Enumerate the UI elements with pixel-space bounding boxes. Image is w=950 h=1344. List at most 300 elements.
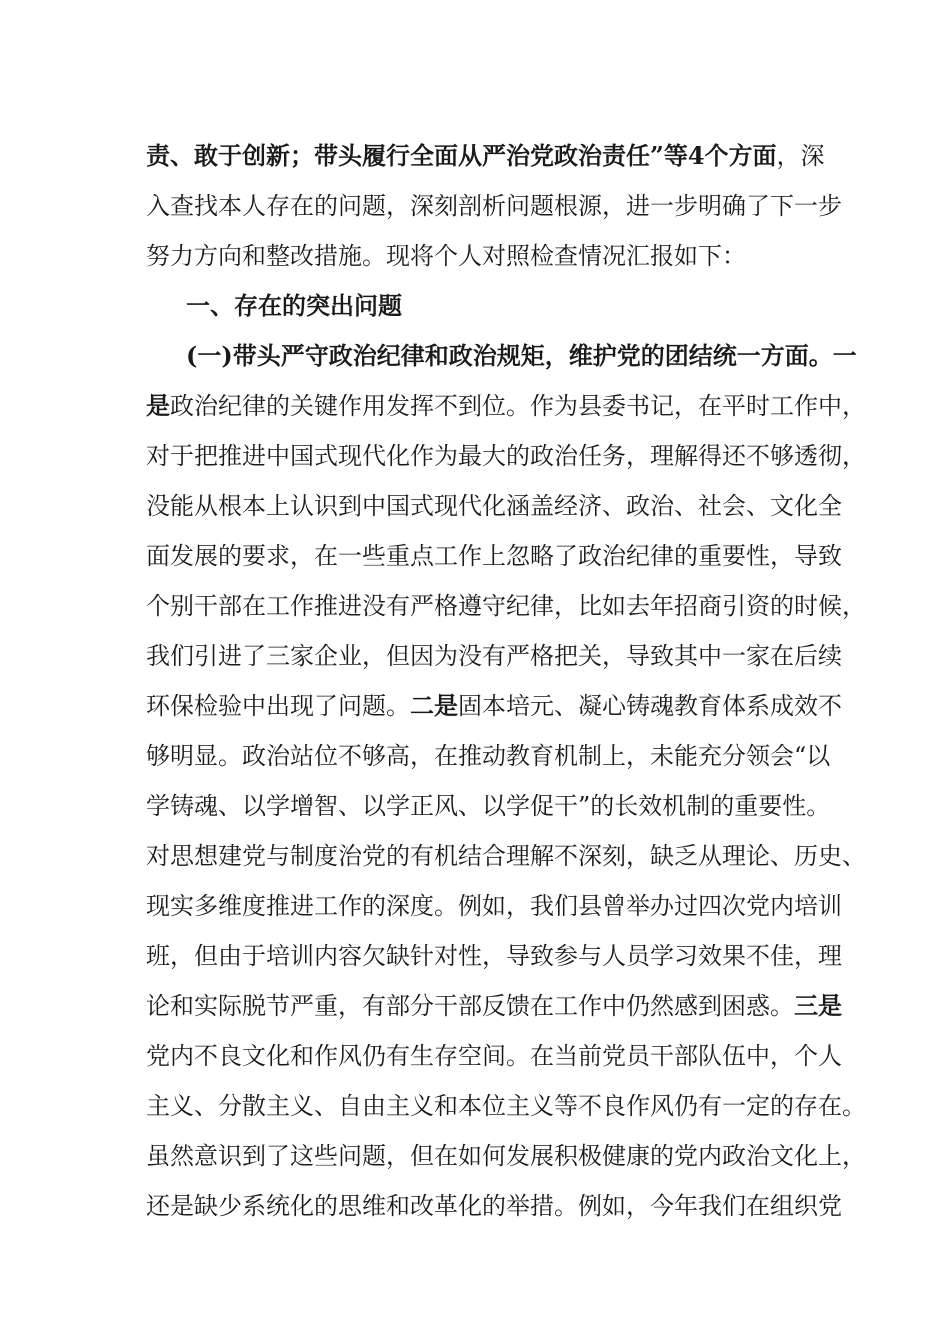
- text-char: 些: [362, 542, 386, 570]
- text-char: 在: [314, 542, 338, 570]
- text-char: 训: [290, 942, 314, 970]
- text-char: 学: [146, 792, 170, 820]
- text-char: 国: [290, 442, 314, 470]
- text-char: 。: [386, 692, 410, 720]
- document-body: [146, 131, 866, 1231]
- text-char: 的: [482, 1192, 506, 1220]
- text-char: 没: [362, 592, 386, 620]
- text-char: ，: [674, 392, 698, 420]
- text-line: [146, 1081, 866, 1131]
- text-char: 年: [650, 592, 674, 620]
- text-char: 分: [218, 1092, 242, 1120]
- text-char: 刻: [602, 842, 626, 870]
- text-char: 中: [818, 392, 842, 420]
- text-char: 的: [314, 192, 338, 220]
- text-char: 问: [338, 692, 362, 720]
- text-char: 些: [314, 1142, 338, 1170]
- text-char: 效: [698, 942, 722, 970]
- text-char: ，: [842, 392, 866, 420]
- text-char: 实: [194, 992, 218, 1020]
- text-char: 、: [338, 792, 362, 820]
- text-char: 的: [590, 792, 615, 820]
- text-char: 干: [434, 992, 458, 1020]
- text-char: 会: [722, 492, 746, 520]
- text-char: 人: [818, 1042, 842, 1070]
- text-char: 作: [794, 392, 818, 420]
- text-char: ，: [290, 542, 314, 570]
- text-char: 部: [218, 592, 242, 620]
- text-char: 思: [170, 842, 194, 870]
- text-char: 严: [482, 141, 506, 170]
- text-char: 挥: [410, 392, 434, 420]
- text-line: [146, 481, 842, 531]
- text-char: 严: [280, 341, 305, 370]
- text-char: 维: [362, 1192, 386, 1220]
- text-char: 教: [506, 742, 530, 770]
- text-char: 的: [674, 542, 698, 570]
- text-char: 上: [266, 492, 290, 520]
- text-char: 汇: [626, 242, 650, 270]
- text-char: 和: [290, 1042, 314, 1070]
- text-char: 作: [338, 892, 362, 920]
- text-char: 育: [530, 742, 554, 770]
- text-char: 不: [194, 1042, 218, 1070]
- text-char: 成: [770, 692, 794, 720]
- text-line: [146, 731, 831, 781]
- text-char: 不: [746, 942, 770, 970]
- text-char: 一: [794, 192, 818, 220]
- text-char: 以: [482, 792, 506, 820]
- text-char: 何: [482, 1142, 506, 1170]
- text-char: 全: [818, 492, 842, 520]
- text-char: 遵: [458, 592, 482, 620]
- text-char: 果: [722, 942, 746, 970]
- text-char: 。: [362, 242, 386, 270]
- text-char: ”: [650, 141, 664, 170]
- text-char: 风: [650, 1092, 674, 1120]
- text-char: 现: [290, 692, 314, 720]
- text-char: 系: [746, 692, 770, 720]
- text-char: 严: [506, 642, 530, 670]
- text-char: 改: [290, 242, 314, 270]
- text-char: 对: [434, 942, 458, 970]
- text-char: 出: [330, 291, 354, 320]
- text-char: 一: [722, 1092, 746, 1120]
- text-char: 突: [306, 291, 330, 320]
- text-char: 努: [146, 242, 170, 270]
- text-char: 纪: [626, 542, 650, 570]
- text-char: 革: [434, 1192, 458, 1220]
- text-char: 不: [338, 742, 362, 770]
- text-char: 保: [170, 692, 194, 720]
- text-char: 有: [362, 992, 386, 1020]
- text-char: 把: [194, 442, 218, 470]
- text-char: 组: [770, 1192, 794, 1220]
- text-char: 委: [602, 392, 626, 420]
- text-char: 敢: [194, 141, 218, 170]
- text-char: 责: [602, 141, 626, 170]
- text-char: 、: [746, 492, 770, 520]
- text-char: ，: [170, 942, 194, 970]
- text-char: ，: [544, 341, 569, 370]
- text-char: 引: [722, 592, 746, 620]
- text-char: 推: [218, 442, 242, 470]
- text-char: 主: [266, 1092, 290, 1120]
- text-char: 况: [602, 242, 626, 270]
- text-char: 找: [194, 192, 218, 220]
- text-char: 。: [770, 992, 794, 1020]
- text-char: 律: [530, 592, 554, 620]
- text-char: 统: [266, 1192, 290, 1220]
- text-char: 高: [386, 742, 410, 770]
- text-char: 任: [626, 141, 650, 170]
- text-char: 作: [626, 1092, 650, 1120]
- text-char: 不: [578, 1092, 602, 1120]
- text-char: 商: [698, 592, 722, 620]
- text-char: 仍: [626, 992, 650, 1020]
- text-char: ”: [578, 792, 591, 820]
- text-char: 面: [434, 141, 458, 170]
- text-char: 一: [832, 341, 857, 370]
- text-char: 别: [170, 592, 194, 620]
- text-char: 维: [568, 341, 593, 370]
- text-char: 一: [197, 341, 222, 370]
- text-char: 头: [338, 141, 362, 170]
- text-char: 办: [650, 892, 674, 920]
- text-char: 学: [386, 792, 410, 820]
- text-char: 以: [242, 792, 266, 820]
- text-char: 导: [794, 542, 818, 570]
- text-line: [146, 281, 822, 331]
- text-line: [146, 231, 822, 281]
- text-char: 康: [626, 1142, 650, 1170]
- text-char: 引: [194, 642, 218, 670]
- text-char: ，: [602, 192, 626, 220]
- text-char: 的: [770, 592, 794, 620]
- text-char: 主: [386, 1092, 410, 1120]
- text-char: 充: [698, 742, 722, 770]
- text-char: 内: [770, 892, 794, 920]
- text-char: 魂: [194, 792, 218, 820]
- text-char: 方: [728, 141, 753, 170]
- text-char: 效: [638, 792, 663, 820]
- text-char: 站: [290, 742, 314, 770]
- text-char: 人: [602, 942, 626, 970]
- text-char: 前: [578, 1042, 602, 1070]
- text-char: 文: [242, 1042, 266, 1070]
- text-char: 政: [554, 141, 578, 170]
- text-char: 题: [362, 1142, 386, 1170]
- text-char: 的: [640, 341, 665, 370]
- text-char: 智: [314, 792, 338, 820]
- text-char: 机: [554, 742, 578, 770]
- text-char: 了: [554, 542, 578, 570]
- text-char: 这: [290, 1142, 314, 1170]
- text-char: 查: [554, 242, 578, 270]
- text-char: 带: [232, 341, 257, 370]
- text-char: 队: [698, 1042, 722, 1070]
- text-char: 向: [218, 242, 242, 270]
- text-char: 在: [258, 291, 282, 320]
- text-char: 理: [650, 442, 674, 470]
- text-char: 展: [530, 1142, 554, 1170]
- text-char: 。: [842, 1092, 866, 1120]
- text-char: 存: [794, 1092, 818, 1120]
- text-char: 下: [698, 242, 722, 270]
- text-char: 进: [626, 192, 650, 220]
- text-char: 根: [218, 492, 242, 520]
- text-char: 律: [242, 392, 266, 420]
- text-char: 的: [282, 291, 306, 320]
- text-char: 企: [314, 642, 338, 670]
- text-char: 是: [818, 991, 842, 1020]
- text-char: 和: [170, 992, 194, 1020]
- text-char: 重: [734, 792, 759, 820]
- text-char: 透: [794, 442, 818, 470]
- text-char: 举: [626, 892, 650, 920]
- text-char: 仍: [362, 1042, 386, 1070]
- text-char: 工: [770, 392, 794, 420]
- text-char: 结: [688, 341, 713, 370]
- text-char: 主: [146, 1092, 170, 1120]
- text-char: 等: [554, 1092, 578, 1120]
- text-char: 然: [650, 992, 674, 1020]
- text-char: 。: [808, 341, 833, 370]
- text-char: 措: [314, 242, 338, 270]
- text-char: 不: [434, 392, 458, 420]
- text-char: 展: [194, 542, 218, 570]
- text-char: 下: [770, 192, 794, 220]
- text-char: 、: [458, 792, 482, 820]
- text-line: [146, 681, 842, 731]
- text-char: 从: [458, 141, 482, 170]
- text-char: 实: [170, 892, 194, 920]
- text-char: 义: [170, 1092, 194, 1120]
- text-char: 求: [266, 542, 290, 570]
- text-char: 性: [782, 792, 807, 820]
- text-char: 比: [578, 592, 602, 620]
- text-char: 务: [602, 442, 626, 470]
- text-char: 作: [338, 392, 362, 420]
- text-char: 的: [386, 842, 410, 870]
- text-char: 义: [410, 1092, 434, 1120]
- text-char: 治: [472, 341, 497, 370]
- text-char: 政: [626, 492, 650, 520]
- text-char: 够: [770, 442, 794, 470]
- text-char: 发: [506, 1142, 530, 1170]
- text-char: 方: [194, 242, 218, 270]
- text-char: 学: [650, 942, 674, 970]
- text-char: 问: [338, 1142, 362, 1170]
- text-char: 化: [386, 442, 410, 470]
- text-char: 新: [266, 141, 290, 170]
- text-char: 积: [554, 1142, 578, 1170]
- text-char: 纪: [506, 592, 530, 620]
- text-char: 机: [662, 792, 687, 820]
- text-char: 一: [650, 192, 674, 220]
- text-char: 。: [506, 1042, 530, 1070]
- text-char: 风: [338, 1042, 362, 1070]
- text-char: 、: [674, 492, 698, 520]
- text-char: 验: [218, 692, 242, 720]
- text-char: 关: [290, 392, 314, 420]
- text-char: 了: [314, 692, 338, 720]
- text-char: 重: [314, 992, 338, 1020]
- text-char: 盖: [530, 492, 554, 520]
- text-char: 护: [592, 341, 617, 370]
- text-char: 本: [458, 1092, 482, 1120]
- text-char: 致: [650, 642, 674, 670]
- text-char: 的: [266, 392, 290, 420]
- text-char: 的: [650, 1142, 674, 1170]
- text-char: 题: [530, 192, 554, 220]
- text-char: 在: [530, 1042, 554, 1070]
- text-char: 体: [722, 692, 746, 720]
- text-char: 分: [722, 742, 746, 770]
- text-char: 改: [410, 1192, 434, 1220]
- text-char: 深: [800, 142, 825, 170]
- text-char: 固: [458, 692, 482, 720]
- text-char: 促: [530, 792, 554, 820]
- text-char: 空: [458, 1042, 482, 1070]
- text-char: 存: [434, 1042, 458, 1070]
- text-char: 是: [434, 691, 458, 720]
- text-char: 意: [194, 1142, 218, 1170]
- text-char: 没: [458, 642, 482, 670]
- text-char: 们: [170, 642, 194, 670]
- text-char: 理: [818, 942, 842, 970]
- text-char: 为: [554, 392, 578, 420]
- text-char: 矩: [520, 341, 545, 370]
- text-char: 自: [338, 1092, 362, 1120]
- text-char: 后: [794, 642, 818, 670]
- text-char: 要: [242, 542, 266, 570]
- text-char: 招: [674, 592, 698, 620]
- text-char: 重: [386, 542, 410, 570]
- text-char: 与: [266, 842, 290, 870]
- text-char: 去: [626, 592, 650, 620]
- text-char: 乏: [674, 842, 698, 870]
- text-char: 识: [314, 492, 338, 520]
- text-char: 反: [482, 992, 506, 1020]
- text-char: 员: [626, 942, 650, 970]
- text-char: 元: [530, 692, 554, 720]
- text-line: [146, 581, 866, 631]
- text-char: 题: [378, 291, 402, 320]
- text-char: 化: [794, 1142, 818, 1170]
- text-char: 时: [794, 592, 818, 620]
- text-char: 针: [410, 942, 434, 970]
- text-char: 化: [266, 1042, 290, 1070]
- text-char: 。: [218, 742, 242, 770]
- text-char: 全: [410, 141, 434, 170]
- text-char: 制: [686, 792, 711, 820]
- text-char: 作: [458, 542, 482, 570]
- text-char: 候: [818, 592, 842, 620]
- text-char: 政: [722, 1142, 746, 1170]
- text-char: 现: [338, 442, 362, 470]
- text-char: ，: [842, 1142, 866, 1170]
- text-char: ，: [842, 592, 866, 620]
- text-char: 到: [458, 392, 482, 420]
- text-char: 与: [578, 942, 602, 970]
- text-char: 党: [530, 141, 554, 170]
- text-char: 和: [242, 242, 266, 270]
- text-char: ；: [290, 141, 314, 170]
- text-char: 缺: [194, 1192, 218, 1220]
- text-char: 纪: [218, 392, 242, 420]
- text-char: 查: [170, 192, 194, 220]
- text-char: 伍: [722, 1042, 746, 1070]
- text-char: 本: [482, 692, 506, 720]
- text-char: 性: [746, 542, 770, 570]
- text-char: 发: [386, 392, 410, 420]
- text-char: 治: [578, 141, 602, 170]
- text-char: 问: [506, 192, 530, 220]
- text-char: 工: [314, 892, 338, 920]
- text-char: 行: [386, 141, 410, 170]
- text-char: 家: [746, 642, 770, 670]
- text-char: 在: [818, 1092, 842, 1120]
- text-char: 训: [818, 892, 842, 920]
- text-char: 干: [554, 792, 578, 820]
- text-char: 在: [290, 192, 314, 220]
- text-char: 治: [338, 842, 362, 870]
- text-char: 人: [458, 242, 482, 270]
- text-char: 团: [664, 341, 689, 370]
- text-char: 因: [410, 642, 434, 670]
- text-char: 大: [482, 442, 506, 470]
- text-line: [146, 981, 842, 1031]
- text-char: 欠: [362, 942, 386, 970]
- text-char: 性: [458, 942, 482, 970]
- text-char: 时: [746, 392, 770, 420]
- text-char: 守: [304, 341, 329, 370]
- text-char: 纪: [376, 341, 401, 370]
- text-char: 教: [674, 692, 698, 720]
- text-char: 规: [496, 341, 521, 370]
- text-char: 少: [218, 1192, 242, 1220]
- text-char: 在: [698, 392, 722, 420]
- text-char: 治: [554, 442, 578, 470]
- text-char: 能: [170, 492, 194, 520]
- text-char: 致: [530, 942, 554, 970]
- text-char: 次: [722, 892, 746, 920]
- text-char: 主: [506, 1092, 530, 1120]
- text-char: 定: [746, 1092, 770, 1120]
- text-line: [146, 931, 842, 981]
- text-char: 现: [146, 892, 170, 920]
- text-char: 际: [218, 992, 242, 1020]
- text-char: 良: [602, 1092, 626, 1120]
- text-char: 容: [338, 942, 362, 970]
- text-char: 、: [314, 1092, 338, 1120]
- text-char: 一: [736, 341, 761, 370]
- text-char: 守: [482, 592, 506, 620]
- text-char: 铸: [626, 692, 650, 720]
- text-char: 节: [266, 992, 290, 1020]
- text-char: 治: [650, 492, 674, 520]
- text-char: 步: [674, 192, 698, 220]
- text-char: 平: [722, 392, 746, 420]
- text-char: 佳: [770, 942, 794, 970]
- text-char: 是: [170, 1192, 194, 1220]
- text-char: 部: [458, 992, 482, 1020]
- text-char: 个: [146, 592, 170, 620]
- text-char: 确: [722, 192, 746, 220]
- text-char: 了: [242, 642, 266, 670]
- text-char: 干: [194, 592, 218, 620]
